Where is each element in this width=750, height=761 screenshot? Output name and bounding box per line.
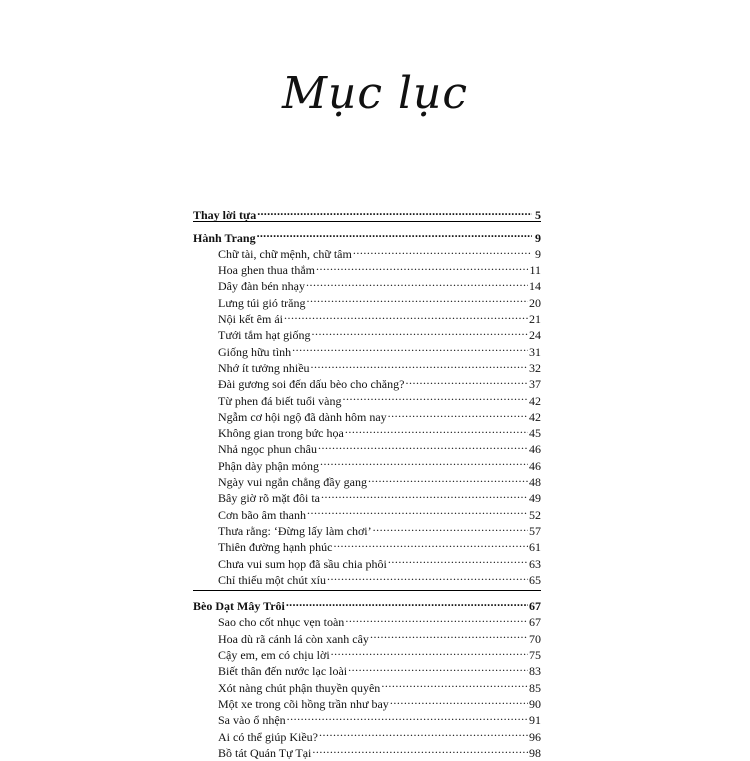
page-number: 70 (529, 631, 541, 646)
dot-leader (353, 242, 532, 258)
dot-leader (312, 323, 528, 339)
dot-leader (373, 519, 528, 535)
entry-title: Nội kết êm ái (218, 312, 283, 327)
table-of-contents (193, 203, 541, 760)
dot-leader (320, 453, 528, 469)
entry-title: Xót nàng chút phận thuyền quyên (218, 680, 381, 695)
entry-title: Giống hữu tình (218, 344, 292, 359)
dot-leader (292, 339, 528, 355)
entry-title: Một xe trong cõi hồng trần như bay (218, 696, 389, 711)
entry-title: Tưới tắm hạt giống (218, 328, 311, 343)
page-number: 52 (529, 507, 541, 522)
dot-leader (287, 708, 528, 724)
page-number: 63 (529, 556, 541, 571)
page-number: 46 (529, 442, 541, 457)
dot-leader (348, 659, 528, 675)
page-title: Mục lục (281, 68, 469, 119)
page-number: 32 (529, 360, 541, 375)
section-entries (193, 610, 541, 760)
dot-leader (311, 356, 528, 372)
dot-leader (307, 290, 529, 306)
page-number: 11 (529, 263, 541, 278)
dot-leader (327, 568, 528, 584)
dot-leader (368, 470, 528, 486)
dot-leader (345, 610, 528, 626)
page-number: 5 (535, 208, 541, 223)
entry-title: Dây đàn bén nhạy (218, 279, 305, 294)
toc-section-heading[interactable] (193, 203, 541, 223)
entry-title: Bồ tát Quán Tự Tại (218, 745, 312, 760)
dot-leader (388, 551, 528, 567)
dot-leader (318, 437, 528, 453)
entry-title: Hoa dù rã cánh lá còn xanh cây (218, 631, 369, 646)
entry-title: Chưa vui sum họp đã sầu chia phôi (218, 556, 387, 571)
dot-leader (284, 307, 528, 323)
entry-title: Đài gương soi đến dấu bèo cho chăng? (218, 377, 405, 392)
page-number: 90 (529, 696, 541, 711)
page-number: 98 (529, 745, 541, 760)
page-number: 24 (529, 328, 541, 343)
page-number: 67 (529, 615, 541, 630)
entry-title: Chỉ thiếu một chút xíu (218, 572, 326, 587)
dot-leader (306, 274, 528, 290)
entry-title: Lưng túi gió trăng (218, 295, 306, 310)
dot-leader (312, 741, 528, 757)
page-number: 37 (529, 377, 541, 392)
entry-title: Hoa ghen thua thắm (218, 263, 315, 278)
section-entries (193, 242, 541, 587)
section-title: Hành Trang (193, 230, 256, 245)
page-number: 83 (529, 664, 541, 679)
page-number: 65 (529, 572, 541, 587)
dot-leader (381, 675, 528, 691)
dot-leader (257, 225, 532, 241)
dot-leader (316, 258, 528, 274)
section-title: Bèo Dạt Mây Trôi (193, 599, 285, 614)
entry-title: Không gian trong bức họa (218, 426, 344, 441)
entry-title: Ai có thể giúp Kiều? (218, 729, 318, 744)
page-number: 42 (529, 393, 541, 408)
page-number: 21 (529, 312, 541, 327)
entry-title: Phận dày phận mỏng (218, 458, 319, 473)
entry-title: Biết thân đến nước lạc loài (218, 664, 348, 679)
dot-leader (405, 372, 528, 388)
toc-section-heading[interactable] (193, 225, 541, 245)
entry-title: Cậy em, em có chịu lời (218, 648, 330, 663)
dot-leader (257, 203, 532, 219)
entry-title: Bây giờ rõ mặt đôi ta (218, 491, 320, 506)
dot-leader (319, 724, 528, 740)
page-number: 75 (529, 648, 541, 663)
page-number: 46 (529, 458, 541, 473)
page-number: 9 (535, 230, 541, 245)
page-number: 48 (529, 475, 541, 490)
dot-leader (342, 388, 528, 404)
dot-leader (334, 535, 529, 551)
entry-title: Thưa rằng: ‘Đừng lấy làm chơi’ (218, 523, 372, 538)
page-number: 67 (529, 599, 541, 614)
page-number: 42 (529, 409, 541, 424)
entry-title: Chữ tài, chữ mệnh, chữ tâm (218, 246, 352, 261)
page-number: 85 (529, 680, 541, 695)
dot-leader (307, 502, 528, 518)
page-number: 57 (529, 523, 541, 538)
dot-leader (370, 626, 528, 642)
section-title: Thay lời tựa (193, 208, 257, 223)
entry-title: Thiên đường hạnh phúc (218, 540, 333, 555)
page-number: 45 (529, 426, 541, 441)
dot-leader (286, 594, 528, 610)
entry-title: Từ phen đá biết tuổi vàng (218, 393, 342, 408)
entry-title: Nhả ngọc phun châu (218, 442, 317, 457)
page-number: 14 (529, 279, 541, 294)
page-number: 91 (529, 713, 541, 728)
page-number: 31 (529, 344, 541, 359)
dot-leader (390, 692, 528, 708)
page-number: 9 (535, 246, 541, 261)
dot-leader (321, 486, 528, 502)
toc-section-heading[interactable] (193, 594, 541, 614)
entry-title: Sa vào ổ nhện (218, 713, 286, 728)
page-number: 20 (529, 295, 541, 310)
page-number: 96 (529, 729, 541, 744)
dot-leader (331, 643, 528, 659)
entry-title: Nhớ ít tưởng nhiều (218, 360, 310, 375)
dot-leader (345, 421, 528, 437)
entry-title: Sao cho cốt nhục vẹn toàn (218, 615, 345, 630)
entry-title: Cơn bão âm thanh (218, 507, 306, 522)
section-divider (193, 590, 541, 591)
entry-title: Ngẫm cơ hội ngộ đã dành hôm nay (218, 409, 387, 424)
page-number: 49 (529, 491, 541, 506)
dot-leader (388, 405, 528, 421)
page-number: 61 (529, 540, 541, 555)
entry-title: Ngày vui ngắn chẳng đầy gang (218, 475, 367, 490)
